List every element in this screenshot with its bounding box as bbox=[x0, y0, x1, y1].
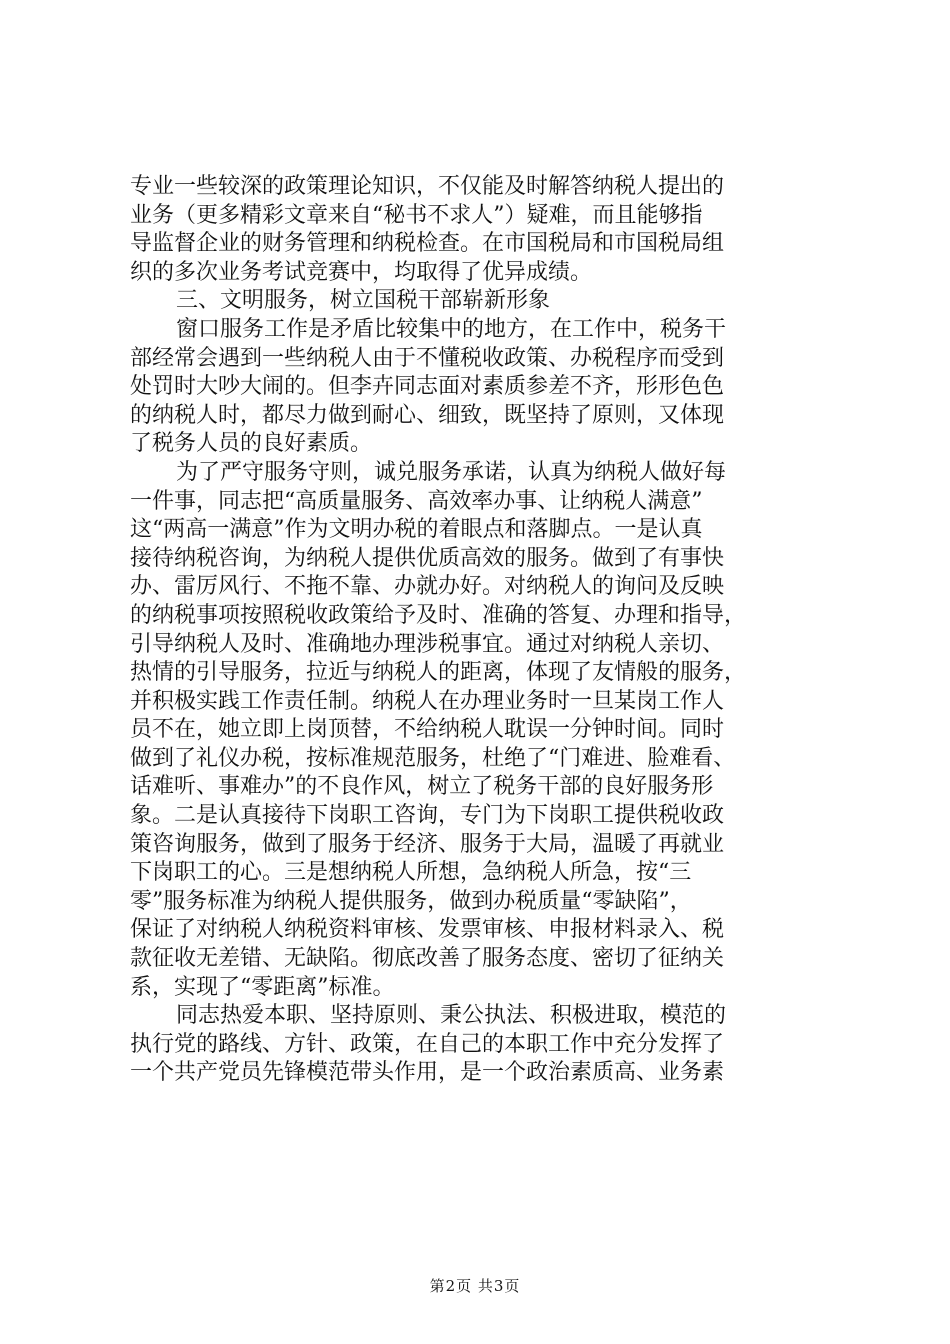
text-line: 为了严守服务守则，诚兑服务承诺，认真为纳税人做好每 bbox=[176, 459, 727, 485]
text-line: 导监督企业的财务管理和纳税检查。在市国税局和市国税局组 bbox=[130, 231, 725, 257]
text-line: 执行党的路线、方针、政策，在自己的本职工作中充分发挥了 bbox=[130, 1031, 725, 1057]
text-line: 做到了礼仪办税，按标准规范服务，杜绝了“门难进、脸难看、 bbox=[130, 745, 736, 771]
text-line: 处罚时大吵大闹的。但李卉同志面对素质参差不齐，形形色色 bbox=[130, 374, 725, 400]
text-line: 同志热爱本职、坚持原则、秉公执法、积极进取，模范的 bbox=[176, 1003, 727, 1029]
text-line: 窗口服务工作是矛盾比较集中的地方，在工作中，税务干 bbox=[176, 316, 727, 342]
text-line: 零”服务标准为纳税人提供服务，做到办税质量“零缺陷”， bbox=[130, 888, 692, 914]
text-line: 话难听、事难办”的不良作风，树立了税务干部的良好服务形 bbox=[130, 774, 714, 800]
text-line: 保证了对纳税人纳税资料审核、发票审核、申报材料录入、税 bbox=[130, 917, 725, 943]
text-line: 系，实现了“零距离”标准。 bbox=[130, 974, 395, 1000]
text-line: 专业一些较深的政策理论知识，不仅能及时解答纳税人提出的 bbox=[130, 174, 725, 199]
text-line: 并积极实践工作责任制。纳税人在办理业务时一旦某岗工作人 bbox=[130, 688, 725, 714]
text-line: 业务（更多精彩文章来自“秘书不求人”）疑难，而且能够指 bbox=[130, 202, 703, 228]
text-line: 的纳税事项按照税收政策给予及时、准确的答复、办理和指导， bbox=[130, 602, 747, 628]
body-text bbox=[130, 173, 830, 1088]
text-line: 接待纳税咨询，为纳税人提供优质高效的服务。做到了有事快 bbox=[130, 545, 725, 571]
text-line: 策咨询服务，做到了服务于经济、服务于大局，温暖了再就业 bbox=[130, 831, 725, 857]
text-line: 象。二是认真接待下岗职工咨询，专门为下岗职工提供税收政 bbox=[130, 803, 725, 829]
text-line: 这“两高一满意”作为文明办税的着眼点和落脚点。一是认真 bbox=[130, 517, 703, 543]
text-line: 下岗职工的心。三是想纳税人所想，急纳税人所急，按“三 bbox=[130, 860, 692, 886]
page-footer: 第2页 共3页 bbox=[429, 1277, 521, 1295]
text-line: 了税务人员的良好素质。 bbox=[130, 431, 373, 457]
text-line: 热情的引导服务，拉近与纳税人的距离，体现了友情般的服务， bbox=[130, 660, 747, 686]
text-line: 三、文明服务，树立国税干部崭新形象 bbox=[176, 288, 551, 314]
text-line: 一个共产党员先锋模范带头作用，是一个政治素质高、业务素 bbox=[130, 1060, 725, 1086]
text-line: 引导纳税人及时、准确地办理涉税事宜。通过对纳税人亲切、 bbox=[130, 631, 725, 657]
text-line: 织的多次业务考试竞赛中，均取得了优异成绩。 bbox=[130, 259, 593, 285]
text-line: 员不在，她立即上岗顶替，不给纳税人耽误一分钟时间。同时 bbox=[130, 717, 725, 743]
text-line: 一件事，同志把“高质量服务、高效率办事、让纳税人满意” bbox=[130, 488, 703, 514]
text-line: 款征收无差错、无缺陷。彻底改善了服务态度、密切了征纳关 bbox=[130, 946, 725, 972]
text-line: 的纳税人时，都尽力做到耐心、细致，既坚持了原则，又体现 bbox=[130, 402, 725, 428]
text-line: 办、雷厉风行、不拖不靠、办就办好。对纳税人的询问及反映 bbox=[130, 574, 725, 600]
text-line: 部经常会遇到一些纳税人由于不懂税收政策、办税程序而受到 bbox=[130, 345, 725, 371]
